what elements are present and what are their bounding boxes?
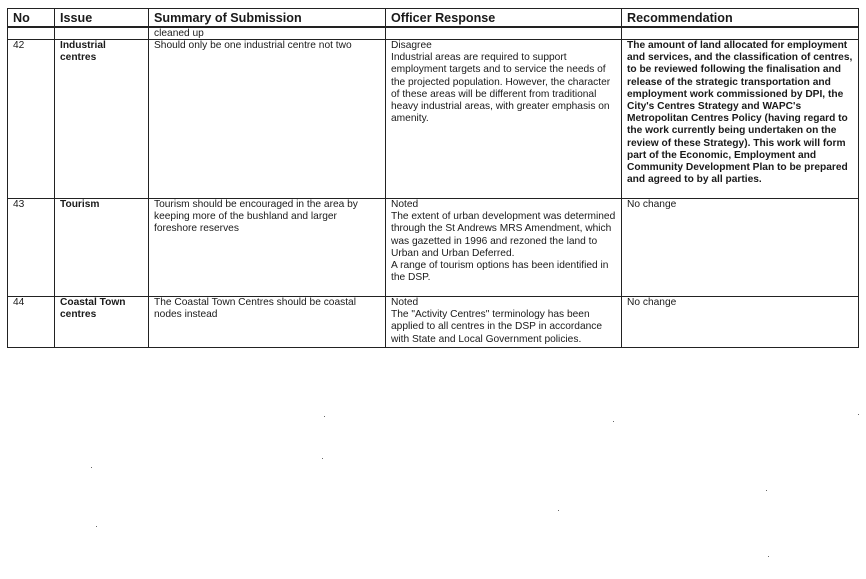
scan-speck <box>91 467 92 468</box>
officer-text: A range of tourism options has been identified in the DSP. <box>391 260 609 284</box>
submissions-table <box>7 8 859 348</box>
scan-speck <box>768 556 769 557</box>
scan-speck <box>858 414 859 415</box>
officer-text: The "Activity Centres" terminology has been applied to all centres in the DSP in accordance with State and Local Government policies. <box>391 309 603 345</box>
cell-officer-response <box>386 27 622 40</box>
scan-speck <box>96 526 97 527</box>
scan-speck <box>613 421 614 422</box>
cell-officer-response <box>386 40 622 199</box>
cell-officer-response <box>386 297 622 348</box>
table-row <box>8 199 859 297</box>
cell-summary: The Coastal Town Centres should be coastal nodes instead <box>149 297 386 348</box>
header-summary: Summary of Submission <box>149 9 386 28</box>
scan-speck <box>324 416 325 417</box>
cell-no: 44 <box>8 297 55 348</box>
cell-issue <box>55 27 149 40</box>
table-row <box>8 40 859 199</box>
officer-verdict: Noted <box>391 297 419 308</box>
cell-officer-response <box>386 199 622 297</box>
cell-no: 42 <box>8 40 55 199</box>
cell-recommendation: The amount of land allocated for employment and services, and the classification of centres, to be reviewed following the finalisation and release of the strategic transportation and employment work commissioned by DPI, the City's Centres Strategy and WAPC's Metropolitan Centres Policy (having regard to the work currently being undertaken on the review of these Strategy). This work will form part of the Economic, Employment and Community Development Plan to be prepared and agreed to by all parties. <box>622 40 859 199</box>
scan-speck <box>322 458 323 459</box>
officer-verdict: Disagree <box>391 40 432 51</box>
header-officer-response: Officer Response <box>386 9 622 28</box>
cell-no <box>8 27 55 40</box>
cell-summary: Tourism should be encouraged in the area by keeping more of the bushland and larger foreshore reserves <box>149 199 386 297</box>
scan-speck <box>766 490 767 491</box>
cell-no: 43 <box>8 199 55 297</box>
cell-issue: Tourism <box>55 199 149 297</box>
cell-recommendation <box>622 27 859 40</box>
header-issue: Issue <box>55 9 149 28</box>
officer-verdict: Noted <box>391 199 419 210</box>
cell-issue: Industrial centres <box>55 40 149 199</box>
officer-text: The extent of urban development was determined through the St Andrews MRS Amendment, which was gazetted in 1996 and rezoned the land to Urban and Urban Deferred. <box>391 211 616 259</box>
cell-recommendation: No change <box>622 297 859 348</box>
cell-summary: Should only be one industrial centre not two <box>149 40 386 199</box>
table-row <box>8 297 859 348</box>
header-row <box>8 9 859 28</box>
header-recommendation: Recommendation <box>622 9 859 28</box>
cell-issue: Coastal Town centres <box>55 297 149 348</box>
continuation-row <box>8 27 859 40</box>
cell-recommendation: No change <box>622 199 859 297</box>
scan-speck <box>558 510 559 511</box>
officer-text: Industrial areas are required to support employment targets and to service the needs of the projected population. However, the character of these areas will be different from traditional heavy industrial areas, with greater emphasis on amenity. <box>391 52 611 125</box>
cell-summary: cleaned up <box>149 27 386 40</box>
header-no: No <box>8 9 55 28</box>
